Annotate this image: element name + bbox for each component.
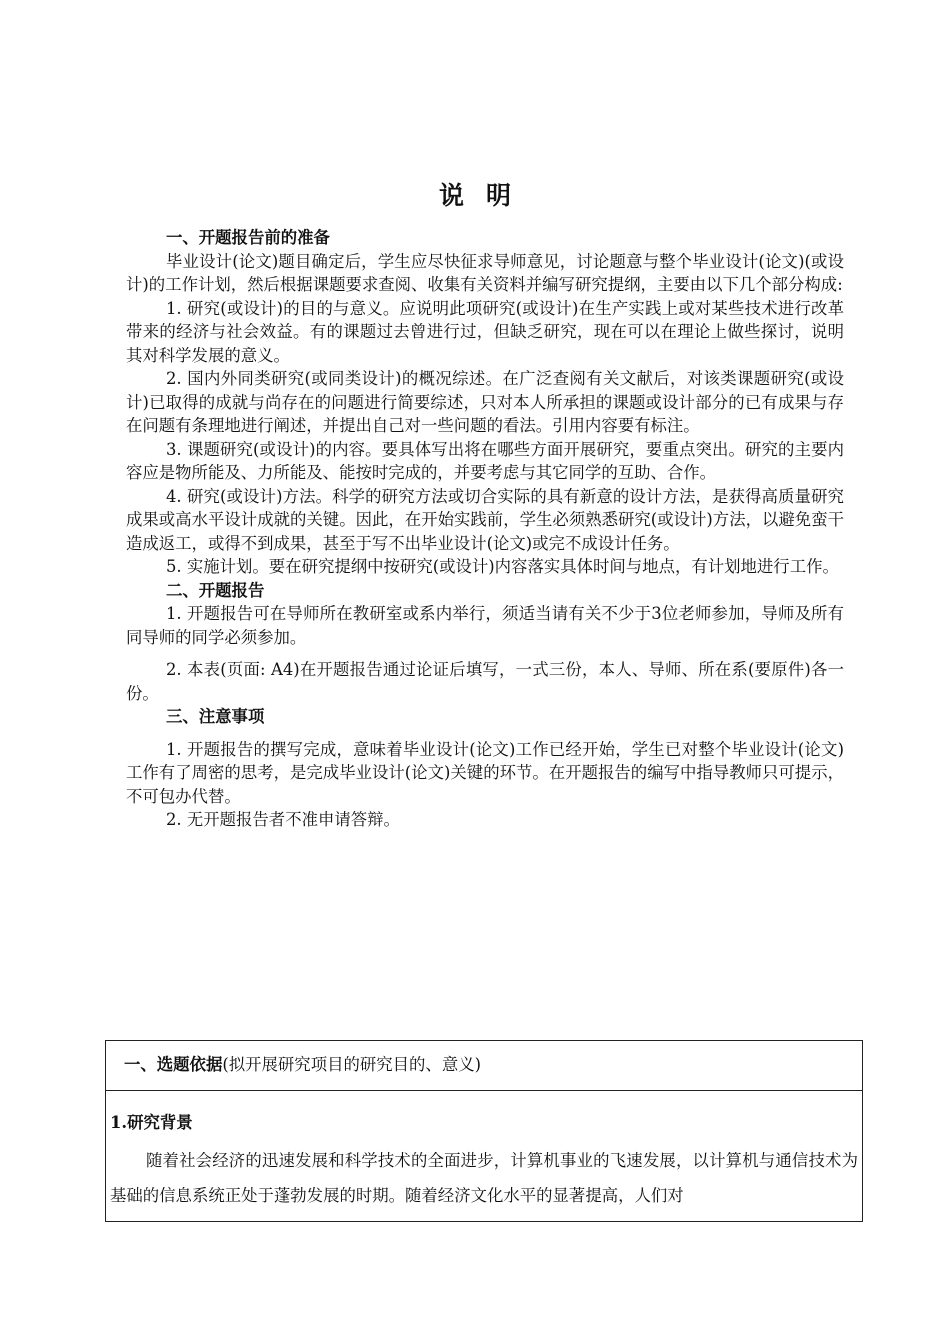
section-1-item-3: 3. 课题研究(或设计)的内容。要具体写出将在哪些方面开展研究，要重点突出。研究的主要内容应是物所能及、力所能及、能按时完成的，并要考虑与其它同学的互助、合作。 [126,439,844,482]
section-3-item-1: 1. 开题报告的撰写完成，意味着毕业设计(论文)工作已经开始，学生已对整个毕业设计(论文)工作有了周密的思考，是完成毕业设计(论文)关键的环节。在开题报告的编写中指导教师只可提示，不可包办代替。 [126,739,844,806]
section-1-item-4: 4. 研究(或设计)方法。科学的研究方法或切合实际的具有新意的设计方法，是获得高质量研究成果或高水平设计成就的关键。因此，在开始实践前，学生必须熟悉研究(或设计)方法，以避免蛮干造成返工，或得不到成果，甚至于写不出毕业设计(论文)或完不成设计任务。 [126,486,844,553]
form-section-title: 一、选题依据 [124,1055,223,1074]
form-section-note: (拟开展研究项目的研究目的、意义) [222,1055,481,1074]
section-1-heading: 一、开题报告前的准备 [166,228,330,247]
section-3-heading: 三、注意事项 [166,707,265,726]
section-1-intro: 毕业设计(论文)题目确定后，学生应尽快征求导师意见，讨论题意与整个毕业设计(论文)(或设计)的工作计划，然后根据课题要求查阅、收集有关资料并编写研究提纲，主要由以下几个部分构成: [126,251,844,294]
section-2-item-2: 2. 本表(页面: A4)在开题报告通过论证后填写，一式三份，本人、导师、所在系(要原件)各一份。 [126,660,844,703]
form-content-cell [105,1090,863,1222]
research-background-text: 随着社会经济的迅速发展和科学技术的全面进步，计算机事业的飞速发展，以计算机与通信技术为基础的信息系统正处于蓬勃发展的时期。随着经济文化水平的显著提高，人们对 [110,1151,858,1205]
section-2-heading: 二、开题报告 [166,580,265,600]
page-title: 说明 [438,181,533,210]
form-section-header-cell [105,1040,863,1090]
section-1-item-1: 1. 研究(或设计)的目的与意义。应说明此项研究(或设计)在生产实践上或对某些技术进行改革带来的经济与社会效益。有的课题过去曾进行过，但缺乏研究，现在可以在理论上做些探讨，说明其对科学发展的意义。 [126,298,844,365]
form-section-header [124,1051,481,1075]
section-1-item-2: 2. 国内外同类研究(或同类设计)的概况综述。在广泛查阅有关文献后，对该类课题研究(或设计)已取得的成就与尚存在的问题进行简要综述，只对本人所承担的课题或设计部分的已有成果与存在问题有条理地进行阐述，并提出自己对一些问题的看法。引用内容要有标注。 [126,369,844,435]
section-1-item-5: 5. 实施计划。要在研究提纲中按研究(或设计)内容落实具体时间与地点，有计划地进行工作。 [166,557,839,576]
section-2-item-1: 1. 开题报告可在导师所在教研室或系内举行，须适当请有关不少于3位老师参加，导师及所有同导师的同学必须参加。 [126,604,844,647]
instructions-body [126,226,844,832]
research-background-heading: 1.研究背景 [110,1113,193,1132]
section-3-item-2: 2. 无开题报告者不准申请答辩。 [166,810,400,829]
